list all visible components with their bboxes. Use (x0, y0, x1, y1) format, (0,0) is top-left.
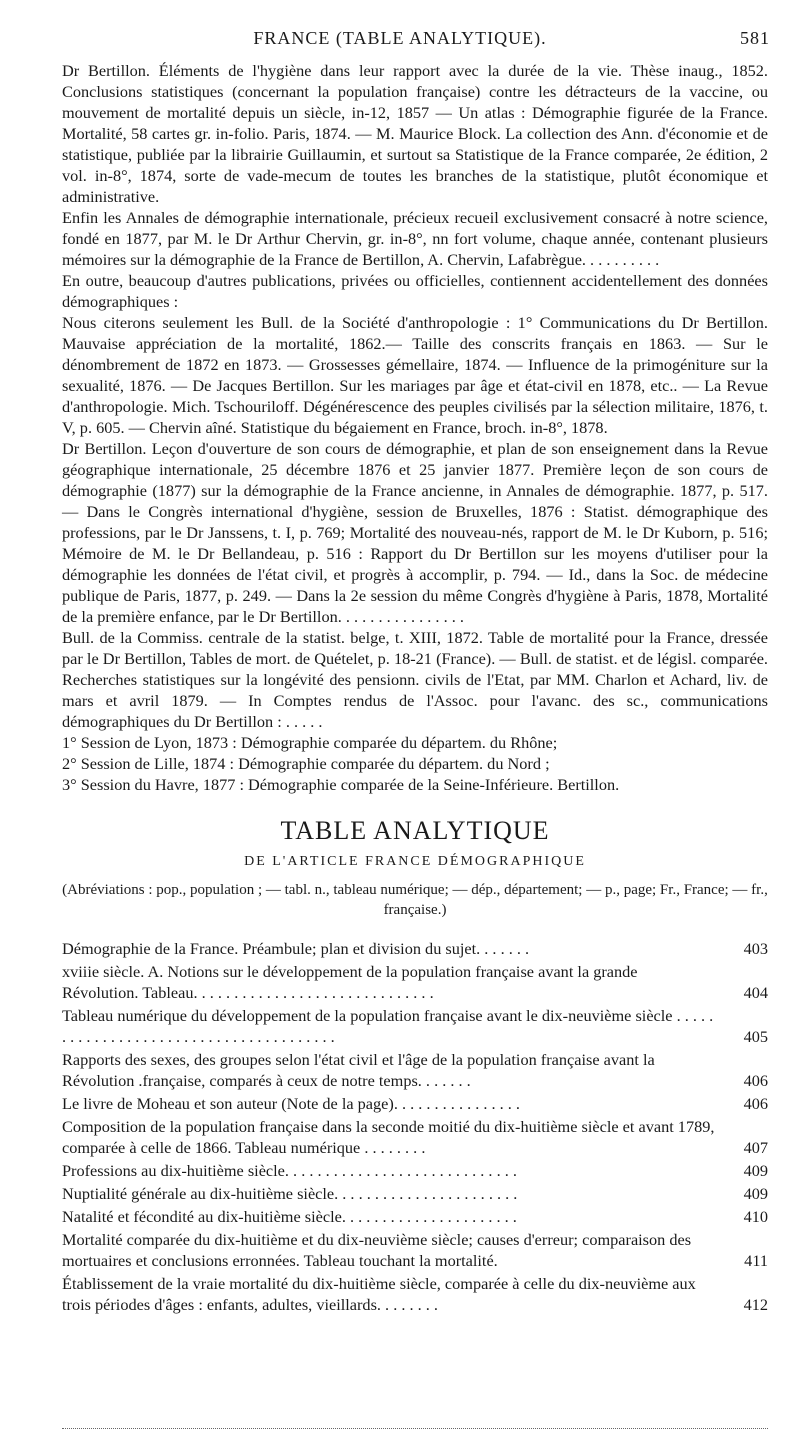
bibliography-paragraph: Bull. de la Commiss. centrale de la statist. belge, t. XIII, 1872. Table de mortalité pour la France, dressée par le Dr Bertillon, Tables de mort. de Quételet, p. 18-21 (France). — Bull. de statist. et de législ. comparée. Recherches statistiques sur la longévité des pensionn. civils de l'Etat, par MM. Charlon et Achard, liv. de mars et avril 1879. — In Comptes rendus de l'Assoc. pour l'avanc. des sc., communications démographiques du Dr Bertillon : . . . . . (62, 628, 768, 731)
toc-entry (62, 1183, 768, 1204)
bibliography-paragraph: Dr Bertillon. Éléments de l'hygiène dans leur rapport avec la durée de la vie. Thèse inaug., 1852. Conclusions statistiques (concernant la population française) contre les détracteurs de la vaccine, ou mouvement de mortalité depuis un siècle, in-12, 1857 — Un atlas : Démographie figurée de la France. Mortalité, 58 cartes gr. in-folio. Paris, 1874. — M. Maurice Block. La collection des Ann. d'économie et de statistique, publiée par la librairie Guillaumin, et surtout sa Statistique de la France comparée, 2e édition, 2 vol. in-8°, 1874, sorte de vade-mecum de toutes les branches de la statistique, plutôt économique et administrative. (62, 61, 768, 206)
table-heading (62, 815, 768, 920)
toc-entry (62, 1229, 768, 1271)
bibliography-paragraph: Nous citerons seulement les Bull. de la Société d'anthropologie : 1° Communications du Dr Bertillon. Mauvaise appréciation de la mortalité, 1862.— Taille des conscrits français en 1863. — Sur le dénombrement de 1872 en 1873. — Grossesses gémellaire, 1874. — Influence de la primogéniture sur la sexualité, 1876. — De Jacques Bertillon. Sur les mariages par âge et état-civil en 1878, etc.. — La Revue d'anthropologie. Mich. Tschouriloff. Dégénérescence des peuples civilisés par la sélection militaire, 1876, t. V, p. 605. — Chervin aîné. Statistique du bégaiement en France, broch. in-8°, 1878. (62, 313, 768, 437)
session-item: 3° Session du Havre, 1877 : Démographie comparée de la Seine-Inférieure. Bertillon. (62, 775, 620, 794)
bibliography-paragraph: Dr Bertillon. Leçon d'ouverture de son cours de démographie, et plan de son enseignement dans la Revue géographique internationale, 25 décembre 1876 et 25 janvier 1877. Première leçon de son cours de démographie (1877) sur la démographie de la France ancienne, in Annales de démographie. 1877, p. 517. — Dans le Congrès international d'hygiène, session de Bruxelles, 1876 : Statist. démographique des professions, par le Dr Janssens, t. I, p. 769; Mortalité des nouveau-nés, rapport de M. le Dr Kuborn, p. 516; Mémoire de M. le Dr Bellandeau, p. 516 : Rapport du Dr Bertillon sur les moyens d'utiliser pour la démographie les données de l'état civil, et progrès à accomplir, p. 794. — Id., dans la Soc. de médecine publique de Paris, 1877, p. 249. — Dans la 2e session du même Congrès d'hygiène à Paris, 1878, Mortalité de la première enfance, par le Dr Bertillon. . . . . . . . . . . . . . . . (62, 439, 768, 626)
toc-entry-page: 406 (743, 1071, 768, 1090)
toc-entry-text: Composition de la population française dans la seconde moitié du dix-huitième siècle et avant 1789, comparée à celle de 1866. Tableau numérique . . . . . . . . (62, 1117, 715, 1157)
toc-entry-page: 404 (743, 983, 768, 1002)
table-subtitle: DE L'ARTICLE FRANCE DÉMOGRAPHIQUE (244, 854, 586, 869)
toc-entry (62, 1160, 768, 1181)
session-item: 1° Session de Lyon, 1873 : Démographie comparée du départem. du Rhône; (62, 733, 558, 752)
toc-entry-text: Mortalité comparée du dix-huitième et du dix-neuvième siècle; causes d'erreur; comparaison des mortuaires et conclusions erronnées. Tableau touchant la mortalité. (62, 1230, 692, 1270)
toc-entry-page: 409 (743, 1184, 768, 1203)
toc-entry (62, 938, 768, 959)
toc-entry-text: Natalité et fécondité au dix-huitième siècle. . . . . . . . . . . . . . . . . . . . . . (62, 1207, 517, 1226)
table-title: TABLE ANALYTIQUE (280, 816, 550, 845)
toc-entry-page: 409 (743, 1161, 768, 1180)
table-of-contents (62, 938, 768, 1315)
toc-entry (62, 1273, 768, 1315)
running-title: FRANCE (TABLE ANALYTIQUE). (253, 28, 547, 48)
running-head (30, 28, 770, 56)
toc-entry-page: 406 (743, 1094, 768, 1113)
toc-entry-text: Établissement de la vraie mortalité du dix-huitième siècle, comparée à celle du dix-neuvième aux trois périodes d'âges : enfants, adultes, vieillards. . . . . . . . (62, 1274, 696, 1314)
toc-entry (62, 1005, 768, 1047)
toc-entry-page: 407 (743, 1138, 768, 1157)
toc-entry-text: Rapports des sexes, des groupes selon l'état civil et l'âge de la population française avant la Révolution .française, comparés à ceux de notre temps. . . . . . . (62, 1050, 655, 1090)
toc-entry (62, 961, 768, 1003)
toc-entry-text: xviiie siècle. A. Notions sur le développement de la population française avant la grande Révolution. Tableau. . . . . . . . . . . . . . . . . . . . . . . . . . . . . . (62, 962, 638, 1002)
toc-entry (62, 1116, 768, 1158)
toc-entry-page: 405 (743, 1027, 768, 1046)
toc-entry-page: 411 (744, 1251, 768, 1270)
toc-entry (62, 1049, 768, 1091)
bibliography-paragraph: Enfin les Annales de démographie internationale, précieux recueil exclusivement consacré à notre science, fondé en 1877, par M. le Dr Arthur Chervin, gr. in-8°, nn fort volume, chaque année, contenant plusieurs mémoires sur la démographie de la France de Bertillon, A. Chervin, Lafabrègue. . . . . . . . . . (62, 208, 768, 269)
toc-entry-text: Nuptialité générale au dix-huitième siècle. . . . . . . . . . . . . . . . . . . . . . . (62, 1184, 518, 1203)
session-item: 2° Session de Lille, 1874 : Démographie comparée du départem. du Nord ; (62, 754, 550, 773)
toc-entry-page: 403 (743, 939, 768, 958)
toc-entry (62, 1093, 768, 1114)
bibliography-paragraph: En outre, beaucoup d'autres publications, privées ou officielles, contiennent accidentellement des données démographiques : (62, 271, 768, 311)
page-body (62, 60, 768, 1317)
toc-entry-page: 412 (743, 1295, 768, 1314)
toc-entry-page: 410 (743, 1207, 768, 1226)
toc-entry-text: Démographie de la France. Préambule; plan et division du sujet. . . . . . . (62, 939, 530, 958)
page-number: 581 (740, 28, 770, 48)
footer-dotted-rule (62, 1428, 768, 1429)
toc-entry (62, 1206, 768, 1227)
abbreviations-note: (Abréviations : pop., population ; — tabl. n., tableau numérique; — dép., département; — p., page; Fr., France; — fr., française.) (62, 882, 768, 918)
toc-entry-text: Professions au dix-huitième siècle. . . . . . . . . . . . . . . . . . . . . . . . . . . . . (62, 1161, 517, 1180)
toc-entry-text: Le livre de Moheau et son auteur (Note de la page). . . . . . . . . . . . . . . . (62, 1094, 520, 1113)
toc-entry-text: Tableau numérique du développement de la population française avant le dix-neuvième siècle . . . . . . . . . . . . . . . . . . . . . . . . . . . . . . . . . . . . . . . (62, 1006, 714, 1046)
